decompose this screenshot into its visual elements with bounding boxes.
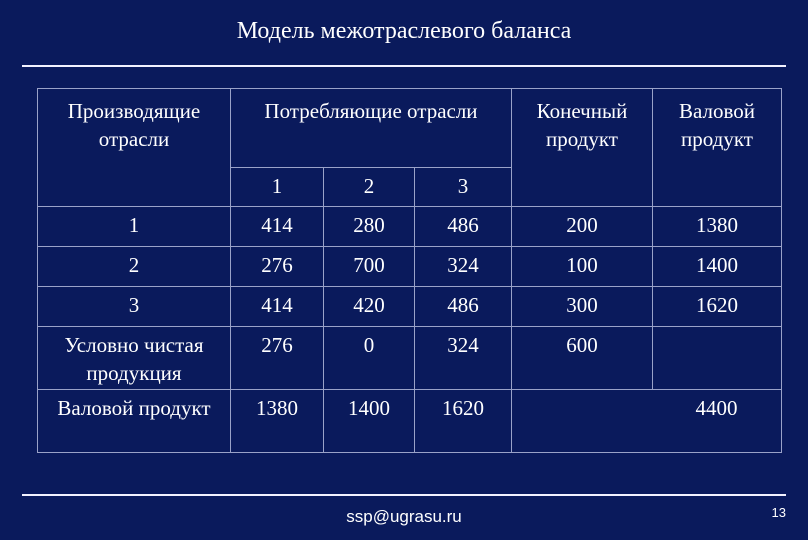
cell-value: 414: [231, 207, 324, 247]
cell-value: 414: [231, 287, 324, 327]
table-row: [38, 327, 782, 390]
cell-value: 324: [415, 247, 512, 287]
cell-value: 420: [324, 287, 415, 327]
cell-value: 700: [324, 247, 415, 287]
cell-value: 486: [415, 287, 512, 327]
subheader-1: 1: [231, 168, 324, 207]
cell-final: 200: [512, 207, 653, 247]
cell-gross: 1380: [653, 207, 782, 247]
slide-title: Модель межотраслевого баланса: [236, 18, 572, 44]
cell-final: 100: [512, 247, 653, 287]
table-row: [38, 390, 782, 453]
cell-value: 1620: [415, 390, 512, 453]
table-header-row: [38, 89, 782, 168]
balance-table: [37, 88, 782, 453]
cell-final: 600: [512, 327, 653, 390]
cell-value: 324: [415, 327, 512, 390]
cell-value: 0: [324, 327, 415, 390]
table-row: [38, 287, 782, 327]
cell-gross: 4400: [695, 396, 738, 420]
page-number: 13: [771, 505, 786, 520]
cell-value: 1380: [231, 390, 324, 453]
title-divider: [22, 65, 786, 67]
row-label: 3: [38, 287, 231, 327]
header-producing: Производящие отрасли: [38, 89, 231, 207]
cell-value: 280: [324, 207, 415, 247]
subheader-2: 2: [324, 168, 415, 207]
header-consuming: Потребляющие отрасли: [231, 89, 512, 168]
cell-value: 276: [231, 247, 324, 287]
cell-gross: 1400: [653, 247, 782, 287]
header-final: Конечный продукт: [512, 89, 653, 207]
table-row: [38, 207, 782, 247]
cell-final: 300: [512, 287, 653, 327]
row-label: 2: [38, 247, 231, 287]
row-label: Валовой продукт: [38, 390, 231, 453]
cell-gross-total: [512, 390, 782, 453]
row-label: 1: [38, 207, 231, 247]
subheader-3: 3: [415, 168, 512, 207]
footer-email: ssp@ugrasu.ru: [346, 507, 462, 526]
table-row: [38, 247, 782, 287]
cell-gross: 1620: [653, 287, 782, 327]
cell-value: 1400: [324, 390, 415, 453]
cell-value: 486: [415, 207, 512, 247]
cell-gross: [653, 327, 782, 390]
row-label: Условно чистая продукция: [38, 327, 231, 390]
cell-value: 276: [231, 327, 324, 390]
footer-divider: [22, 494, 786, 496]
header-gross: Валовой продукт: [653, 89, 782, 207]
